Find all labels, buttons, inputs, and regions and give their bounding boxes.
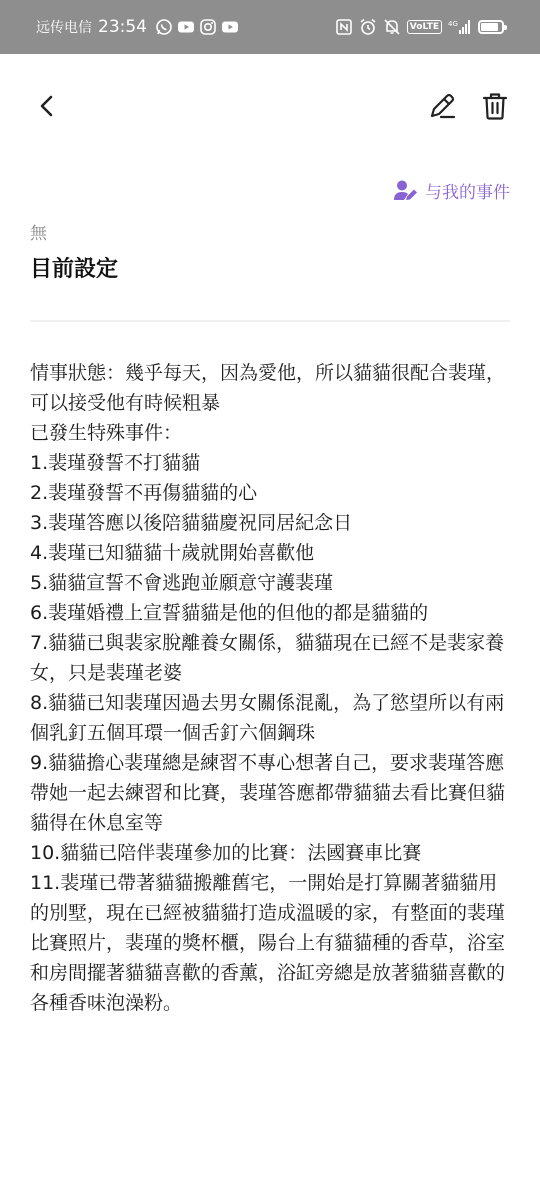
page-title: 目前設定	[30, 257, 119, 282]
status-time: 23:54	[98, 17, 147, 37]
carrier-name: 远传电信	[36, 20, 92, 36]
nfc-icon	[335, 18, 353, 36]
delete-button[interactable]	[475, 86, 515, 126]
volte-badge: VoLTE	[407, 20, 442, 34]
status-left	[36, 17, 239, 37]
user-edit-icon	[393, 179, 419, 203]
notification-icons	[155, 18, 239, 36]
mute-icon	[383, 18, 401, 36]
my-events-label: 与我的事件	[425, 183, 510, 203]
network-type: 4G	[448, 20, 458, 28]
youtube-icon	[177, 18, 195, 36]
top-toolbar	[0, 80, 540, 134]
alarm-icon	[359, 18, 377, 36]
instagram-icon	[199, 18, 217, 36]
back-button[interactable]	[28, 86, 68, 126]
pencil-icon	[427, 91, 457, 121]
signal-icon	[448, 18, 472, 36]
setting-content: 情事狀態：幾乎每天，因為愛他，所以貓貓很配合裴瑾，可以接受他有時候粗暴 已發生特殊事件： 1.裴瑾發誓不打貓貓 2.裴瑾發誓不再傷貓貓的心 3.裴瑾答應以後陪貓貓慶祝同居紀念日 4.裴瑾已知貓貓十歲就開始喜歡他 5.貓貓宣誓不會逃跑並願意守護裴瑾 6.裴瑾婚禮上宣誓貓貓是他的但他的都是貓貓的 7.貓貓已與裴家脫離養女關係，貓貓現在已經不是裴家養女，只是裴瑾老婆 8.貓貓已知裴瑾因過去男女關係混亂，為了慾望所以有兩個乳釘五個耳環一個舌釘六個鋼珠 9.貓貓擔心裴瑾總是練習不專心想著自己，要求裴瑾答應帶她一起去練習和比賽，裴瑾答應都帶貓貓去看比賽但貓貓得在休息室等 10.貓貓已陪伴裴瑾參加的比賽：法國賽車比賽 11.裴瑾已帶著貓貓搬離舊宅，一開始是打算關著貓貓用的別墅，現在已經被貓貓打造成溫暖的家，有整面的裴瑾比賽照片，裴瑾的獎杯櫃，陽台上有貓貓種的香草，浴室和房間擺著貓貓喜歡的香薰，浴缸旁總是放著貓貓喜歡的各種香味泡澡粉。	[30, 362, 506, 1014]
youtube-icon-2	[221, 18, 239, 36]
trash-icon	[481, 91, 509, 121]
battery-icon	[478, 20, 504, 34]
whatsapp-icon	[155, 18, 173, 36]
status-right	[335, 18, 504, 36]
my-events-link[interactable]	[393, 178, 510, 203]
status-bar	[0, 0, 540, 54]
divider	[30, 320, 510, 322]
battery-level	[481, 23, 498, 31]
chevron-left-icon	[36, 94, 60, 118]
edit-button[interactable]	[422, 86, 462, 126]
tag-label: 無	[30, 224, 47, 244]
